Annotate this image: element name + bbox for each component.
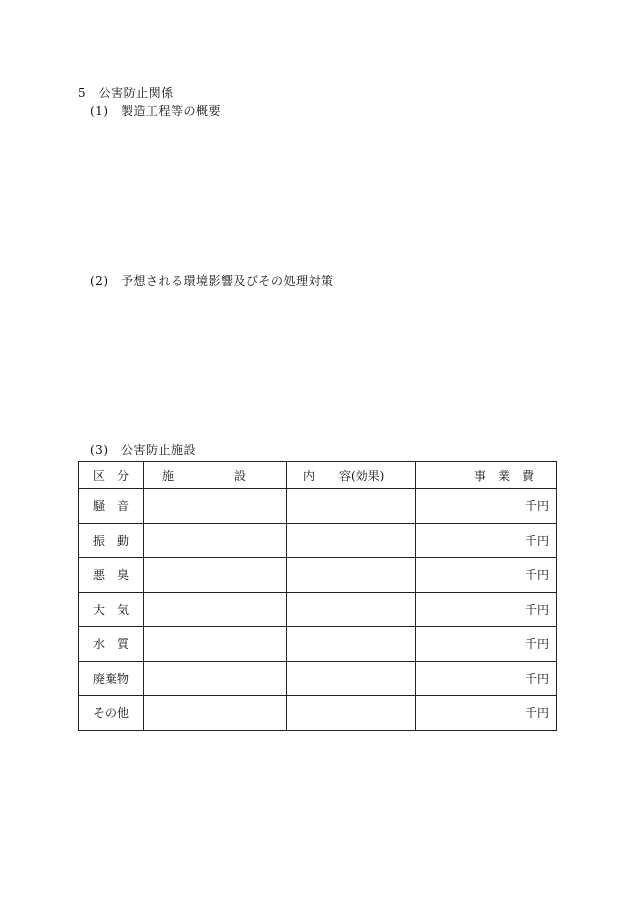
header-category: 区 分 — [79, 462, 144, 489]
cost-cell[interactable]: 千円 — [416, 523, 557, 558]
subsection-pollution-facilities: (3) 公害防止施設 — [90, 443, 196, 457]
table-row — [79, 661, 557, 696]
table-row — [79, 592, 557, 627]
section-heading: 5 公害防止関係 — [78, 86, 174, 100]
category-cell: 悪 臭 — [79, 558, 144, 593]
facility-cell[interactable] — [144, 592, 287, 627]
header-content: 内 容(効果) — [287, 462, 416, 489]
content-cell[interactable] — [287, 696, 416, 731]
facility-cell[interactable] — [144, 489, 287, 524]
category-cell: 振 動 — [79, 523, 144, 558]
table-header-row — [79, 462, 557, 489]
content-cell[interactable] — [287, 627, 416, 662]
content-cell[interactable] — [287, 558, 416, 593]
facility-cell[interactable] — [144, 661, 287, 696]
table-row — [79, 558, 557, 593]
content-cell[interactable] — [287, 592, 416, 627]
facility-cell[interactable] — [144, 558, 287, 593]
cost-cell[interactable]: 千円 — [416, 696, 557, 731]
cost-cell[interactable]: 千円 — [416, 558, 557, 593]
table-row — [79, 627, 557, 662]
category-cell: その他 — [79, 696, 144, 731]
cost-cell[interactable]: 千円 — [416, 661, 557, 696]
category-cell: 廃棄物 — [79, 661, 144, 696]
facility-cell[interactable] — [144, 523, 287, 558]
cost-cell[interactable]: 千円 — [416, 592, 557, 627]
subsection-environmental-impact: (2) 予想される環境影響及びその処理対策 — [90, 274, 334, 288]
table-row — [79, 696, 557, 731]
facility-cell[interactable] — [144, 696, 287, 731]
category-cell: 騒 音 — [79, 489, 144, 524]
cost-cell[interactable]: 千円 — [416, 627, 557, 662]
content-cell[interactable] — [287, 489, 416, 524]
table-row — [79, 489, 557, 524]
content-cell[interactable] — [287, 661, 416, 696]
content-cell[interactable] — [287, 523, 416, 558]
subsection-process-overview: (1) 製造工程等の概要 — [90, 104, 221, 118]
facility-cell[interactable] — [144, 627, 287, 662]
pollution-facilities-table — [78, 461, 557, 731]
category-cell: 水 質 — [79, 627, 144, 662]
header-facility: 施 設 — [144, 462, 287, 489]
header-cost: 事 業 費 — [416, 462, 557, 489]
cost-cell[interactable]: 千円 — [416, 489, 557, 524]
category-cell: 大 気 — [79, 592, 144, 627]
table-row — [79, 523, 557, 558]
